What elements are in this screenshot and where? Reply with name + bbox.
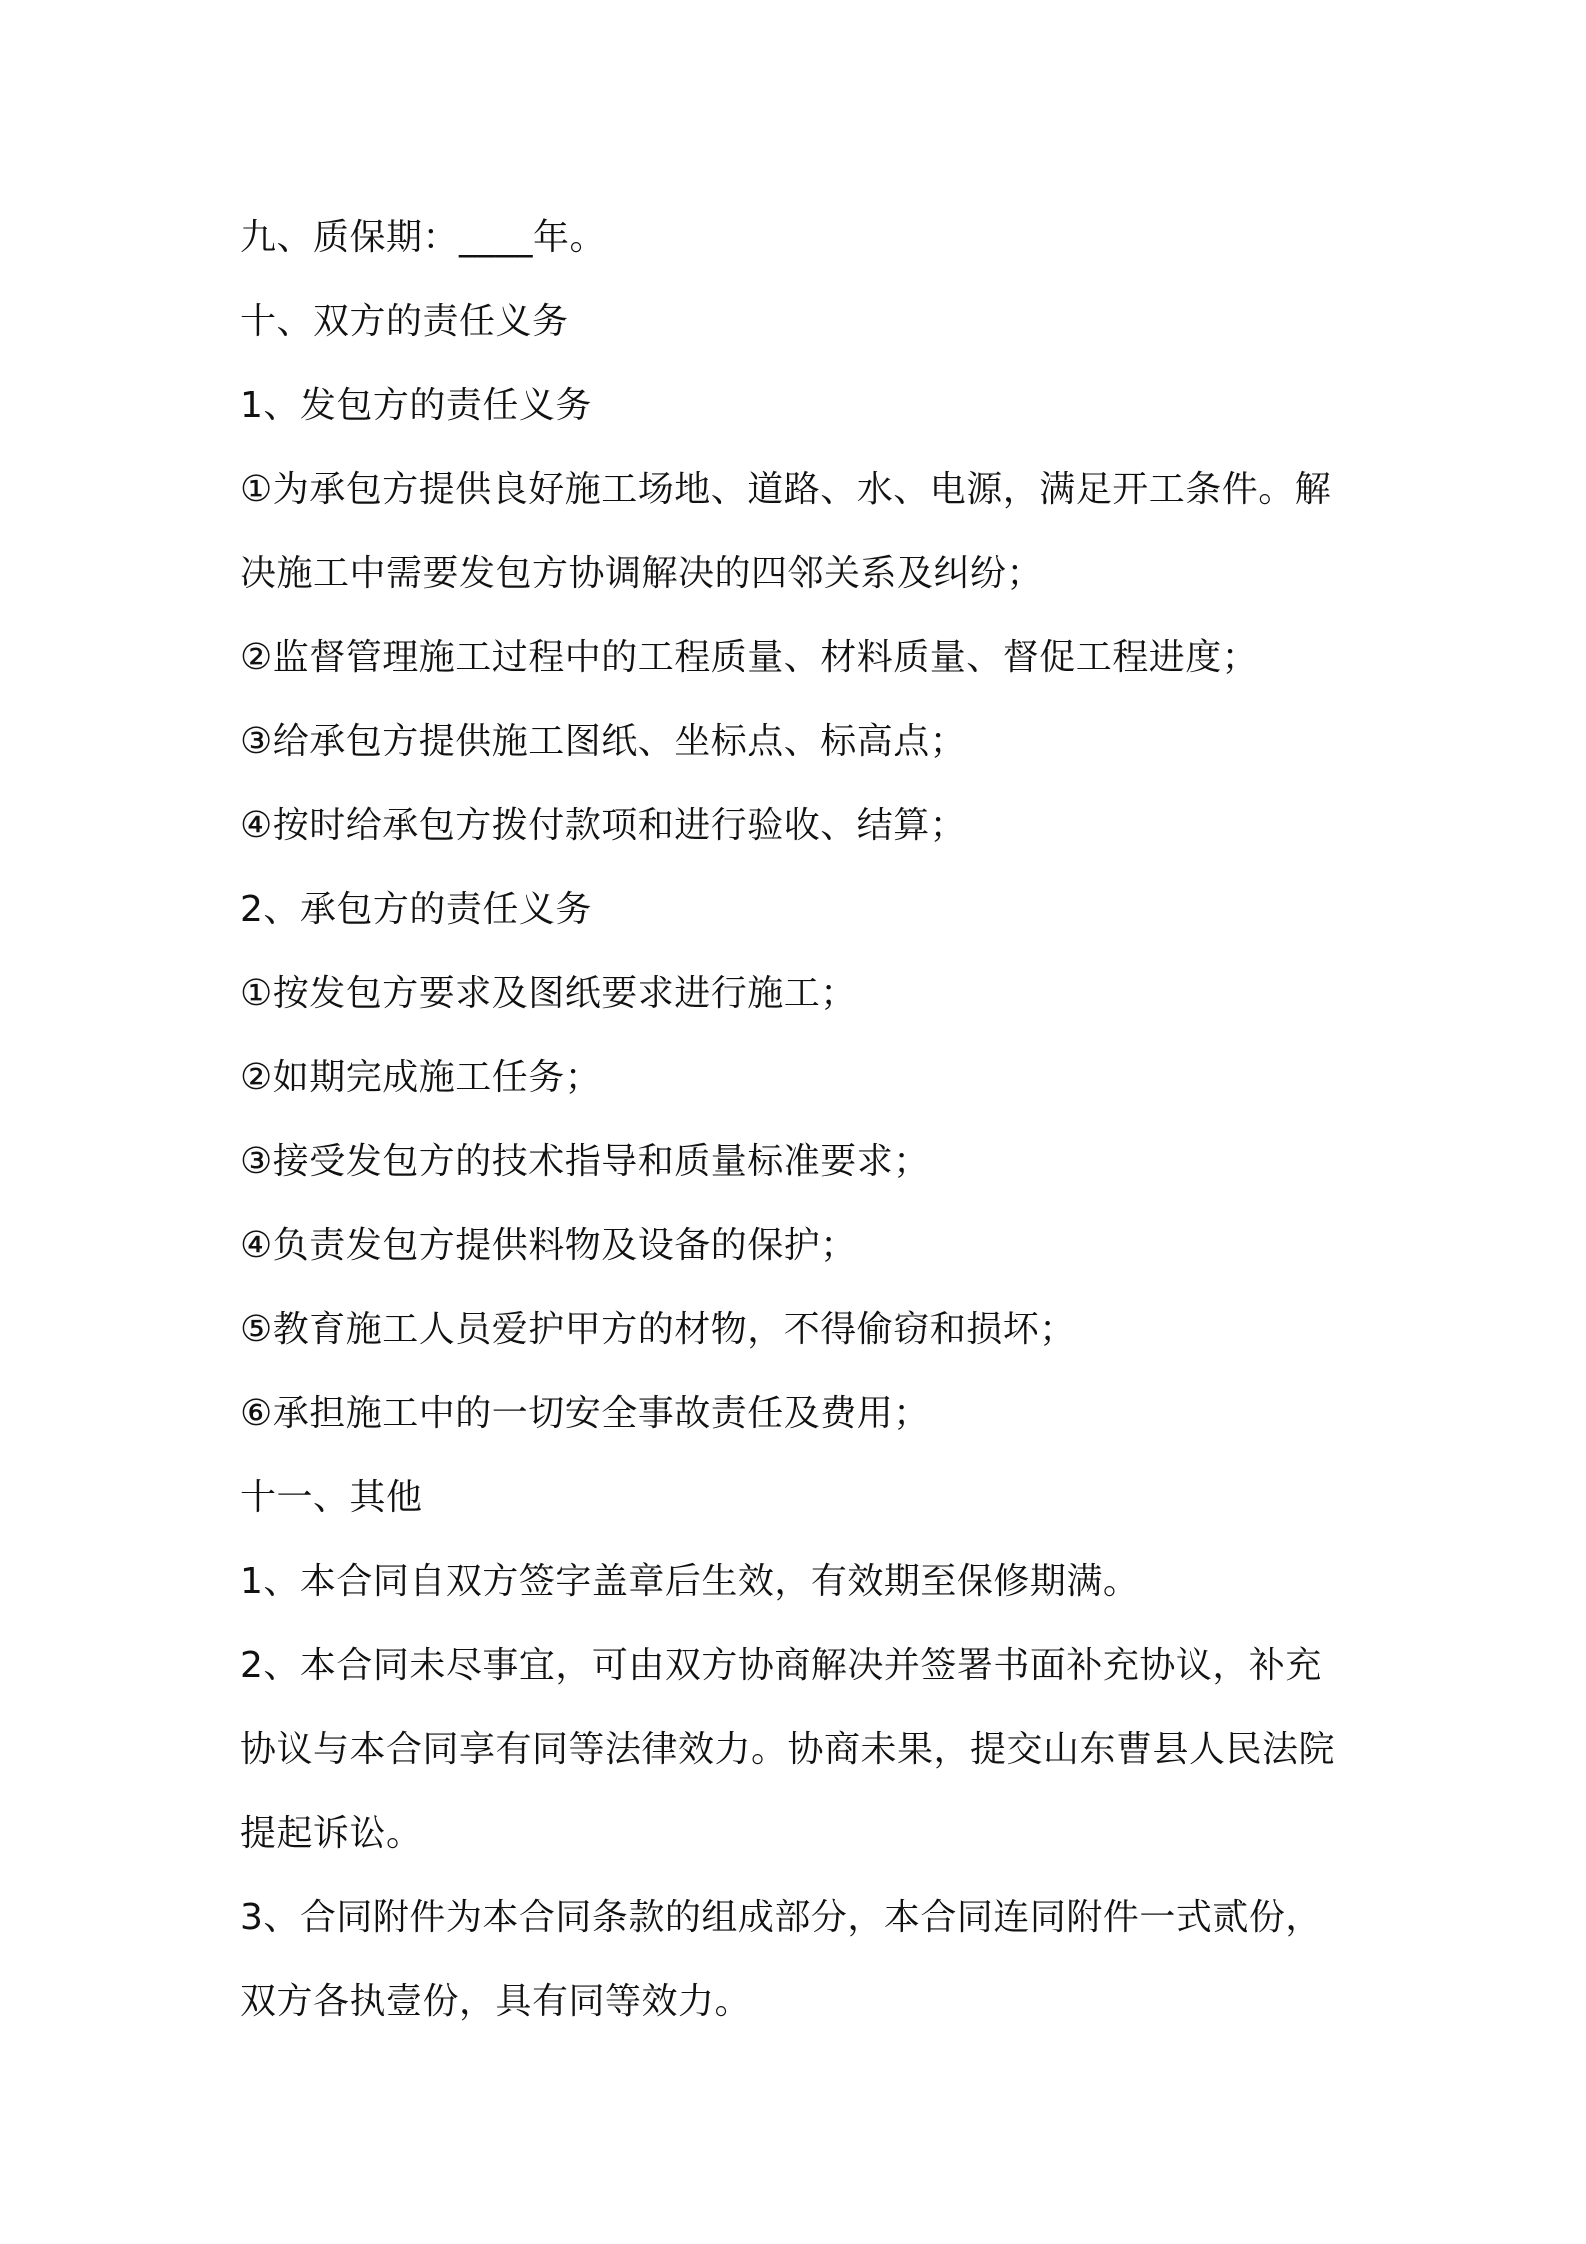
clause-line: ②如期完成施工任务； [240, 1057, 602, 1098]
subsection-heading-employer: 1、发包方的责任义务 [240, 385, 592, 426]
clause-line: ②监督管理施工过程中的工程质量、材料质量、督促工程进度； [240, 637, 1259, 678]
clause-line: ③接受发包方的技术指导和质量标准要求； [240, 1141, 930, 1182]
subsection-heading-contractor: 2、承包方的责任义务 [240, 889, 592, 930]
clause-line: ①按发包方要求及图纸要求进行施工； [240, 973, 857, 1014]
clause-line: ①为承包方提供良好施工场地、道路、水、电源，满足开工条件。解 [240, 469, 1332, 510]
clause-line: ③给承包方提供施工图纸、坐标点、标高点； [240, 721, 967, 762]
clause-line: 协议与本合同享有同等法律效力。协商未果，提交山东曹县人民法院 [240, 1729, 1336, 1770]
clause-line: 2、本合同未尽事宜，可由双方协商解决并签署书面补充协议，补充 [240, 1645, 1322, 1686]
contract-text [240, 196, 1360, 2044]
section-heading-warranty: 九、质保期：____年。 [240, 217, 607, 258]
clause-line: 双方各执壹份，具有同等效力。 [240, 1981, 752, 2022]
clause-line: ⑥承担施工中的一切安全事故责任及费用； [240, 1393, 930, 1434]
clause-line: 1、本合同自双方签字盖章后生效，有效期至保修期满。 [240, 1561, 1140, 1602]
section-heading-responsibilities: 十、双方的责任义务 [240, 301, 569, 342]
clause-line: ④按时给承包方拨付款项和进行验收、结算； [240, 805, 967, 846]
clause-line: ④负责发包方提供料物及设备的保护； [240, 1225, 857, 1266]
section-heading-other: 十一、其他 [240, 1477, 423, 1518]
clause-line: 3、合同附件为本合同条款的组成部分，本合同连同附件一式贰份， [240, 1897, 1322, 1938]
clause-line: ⑤教育施工人员爱护甲方的材物，不得偷窃和损坏； [240, 1309, 1076, 1350]
clause-line: 提起诉讼。 [240, 1813, 423, 1854]
clause-line: 决施工中需要发包方协调解决的四邻关系及纠纷； [240, 553, 1044, 594]
